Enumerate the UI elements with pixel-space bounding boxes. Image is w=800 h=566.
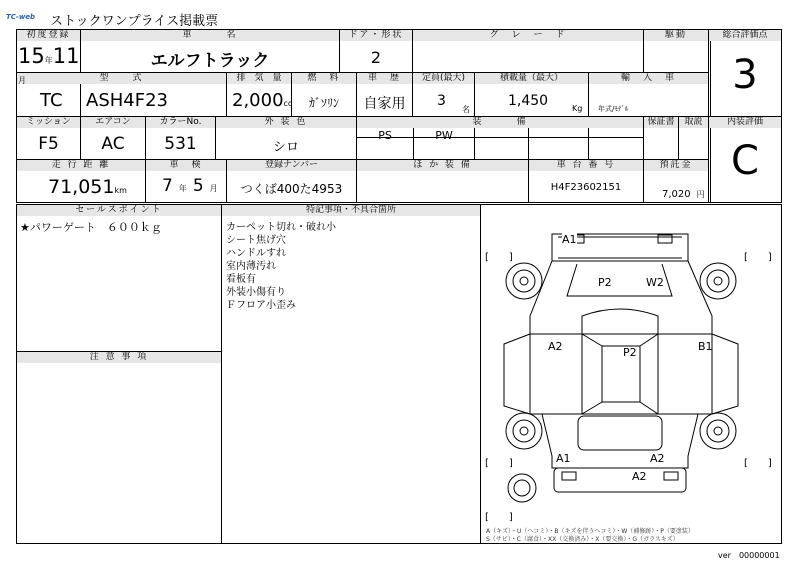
- mark-p2-center: P2: [623, 346, 637, 359]
- label-reg-number: 登録ナンバー: [227, 160, 356, 171]
- mark-a2-bottom: A2: [650, 452, 665, 465]
- bracket-mid-left: [ ]: [485, 458, 513, 469]
- label-overall-eval: 総合評価点: [709, 30, 781, 41]
- label-first-reg: 初度登録: [17, 30, 80, 41]
- legend-line: A（キズ）・U（ヘコミ）・B（キズを伴うヘコミ）・W（補修跡）・P（要塗装）: [486, 528, 694, 535]
- label-car-history: 車 歴: [357, 73, 412, 84]
- label-equipment: 装 備: [357, 117, 643, 128]
- mark-a2-rear: A2: [632, 470, 647, 483]
- label-notes: 注 意 事 項: [17, 352, 221, 363]
- mark-b1: B1: [698, 340, 713, 353]
- label-aircon: エアコン: [81, 117, 145, 128]
- remark-item: ハンドルすれ: [226, 248, 286, 259]
- equip-pw: PW: [435, 129, 453, 142]
- first-reg-date: 15年11月: [18, 44, 80, 85]
- mission-value: F5: [38, 134, 59, 154]
- fuel-value: ｶﾞｿﾘﾝ: [308, 96, 339, 110]
- mark-w2: W2: [646, 276, 664, 289]
- label-other-equipment: ほ か 装 備: [357, 160, 528, 171]
- version-label: ver 00000001: [718, 551, 780, 560]
- exterior-color-value: シロ: [272, 140, 299, 155]
- mark-a1-top: A1: [562, 233, 577, 246]
- car-history-value: 自家用: [363, 96, 406, 112]
- label-mileage: 走 行 距 離: [17, 160, 145, 171]
- label-load: 積載量（最大）: [475, 73, 588, 84]
- remark-item: 看板有: [226, 274, 256, 285]
- doors-value: 2: [370, 48, 382, 67]
- label-inspection: 車 検: [146, 160, 226, 171]
- label-warranty: 保証書: [644, 117, 678, 128]
- bracket-mid-right: [ ]: [744, 458, 772, 469]
- model-value: ASH4F23: [86, 90, 168, 111]
- chassis-no-value: H4F23602151: [550, 182, 622, 193]
- remark-item: 室内薄汚れ: [226, 261, 276, 272]
- truck-damage-diagram: [482, 206, 780, 542]
- remark-item: カーペット切れ・破れ小: [226, 222, 336, 233]
- page-title: ストックワンプライス掲載票: [50, 14, 219, 29]
- remark-item: シート焦げ穴: [226, 235, 286, 246]
- bracket-top-right: [ ]: [744, 252, 772, 263]
- reg-number-value: つくば400た4953: [240, 182, 343, 196]
- capacity-value: 3: [437, 93, 446, 109]
- label-capacity: 定員(最大): [413, 73, 474, 84]
- mark-p2-left: P2: [598, 276, 612, 289]
- load-unit: Kg: [572, 104, 583, 113]
- sales-points-list: [20, 221, 162, 235]
- mileage-value: 71,051km: [48, 176, 127, 198]
- import-year-unit: 年式/ﾓﾃﾞﾙ: [598, 105, 629, 113]
- aircon-value: AC: [101, 134, 125, 154]
- remark-item: 外装小傷有り: [226, 287, 286, 298]
- mark-a2-left: A2: [548, 340, 563, 353]
- tcweb-logo: TC-web: [6, 13, 36, 21]
- bracket-bottom-left: [ ]: [485, 512, 513, 523]
- mark-a1-bottom: A1: [556, 452, 571, 465]
- model-prefix: TC: [40, 90, 63, 111]
- label-sales-points: セールスポイント: [17, 205, 221, 216]
- label-chassis-no: 車 台 番 号: [529, 160, 643, 171]
- label-import: 輸 入 車: [589, 73, 708, 84]
- remarks-list: [226, 221, 336, 312]
- car-name: エルフトラック: [150, 51, 270, 71]
- equip-ps: PS: [378, 129, 392, 142]
- label-doors: ドア・形状: [340, 30, 412, 41]
- capacity-unit: 名: [462, 105, 470, 114]
- bracket-top-left: [ ]: [485, 252, 513, 263]
- label-mission: ミッション: [17, 117, 80, 128]
- label-deposit: 預託金: [644, 160, 708, 171]
- damage-legend: [486, 528, 694, 544]
- label-drive: 駆動: [644, 30, 708, 41]
- color-no-value: 531: [164, 134, 197, 154]
- label-interior-eval: 内装評価: [709, 117, 781, 128]
- label-grade: グ レ ー ド: [413, 30, 643, 41]
- label-color-no: カラーNo.: [146, 117, 215, 128]
- displacement-value: 2,000cc: [232, 90, 293, 111]
- legend-line: S（サビ）・C（腐食）・XX（交換済み）・X（要交換）・G（ガラスキズ）: [486, 536, 679, 543]
- label-model: 型 式: [17, 73, 226, 84]
- deposit-value: 7,020 円: [662, 189, 705, 200]
- label-car-name: 車 名: [81, 30, 339, 41]
- overall-eval-value: 3: [732, 52, 758, 98]
- label-displacement: 排 気 量: [227, 73, 291, 84]
- interior-eval-value: C: [731, 138, 759, 184]
- label-remarks: 特記事項・不具合箇所: [222, 205, 480, 216]
- label-manual: 取説: [679, 117, 708, 128]
- label-fuel: 燃 料: [292, 73, 356, 84]
- inspection-value: 7 年 5 月: [162, 176, 218, 196]
- remark-item: Ｆフロア小歪み: [226, 300, 296, 311]
- sales-point-item: ★パワーゲート ６００ｋｇ: [20, 221, 162, 234]
- label-exterior-color: 外 装 色: [216, 117, 356, 128]
- load-value: 1,450: [508, 93, 549, 109]
